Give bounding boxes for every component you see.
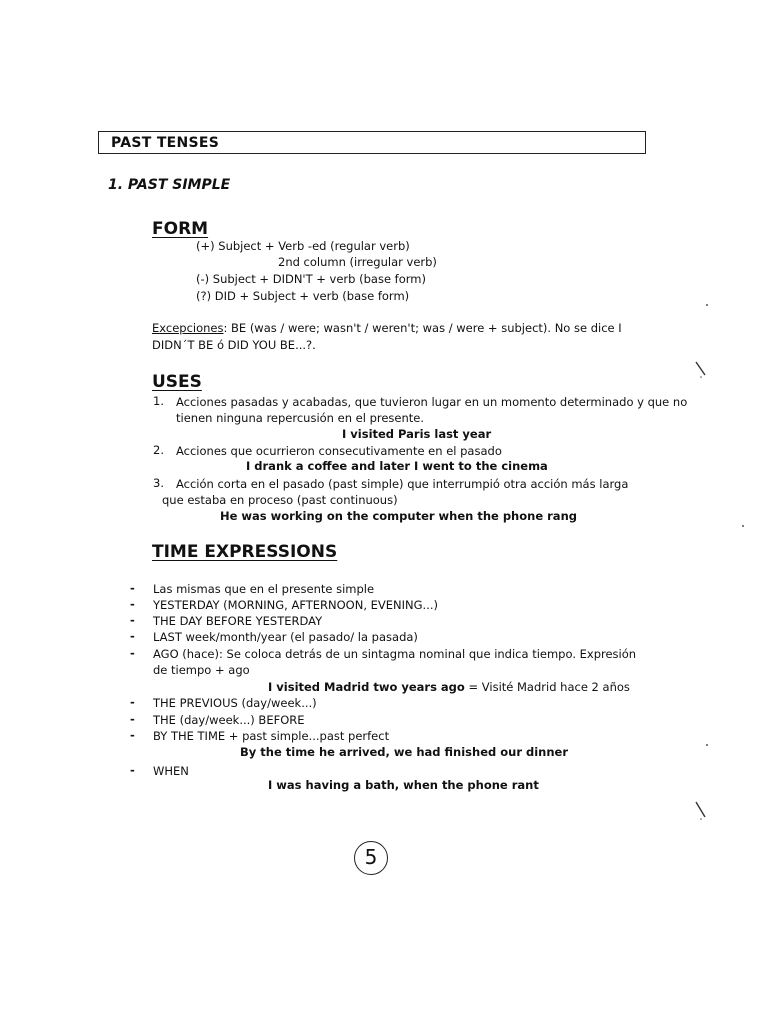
bullet-dash: -	[130, 646, 135, 660]
time-expr-item-6: THE PREVIOUS (day/week...)	[153, 696, 317, 710]
form-heading: FORM	[152, 219, 209, 239]
scan-speck	[706, 304, 708, 306]
bullet-dash: -	[130, 613, 135, 627]
time-expr-item-4: LAST week/month/year (el pasado/ la pasada)	[153, 630, 418, 644]
section-title: 1. PAST SIMPLE	[108, 177, 231, 193]
bullet-dash: -	[130, 629, 135, 643]
use-1-line-1: Acciones pasadas y acabadas, que tuvieron lugar en un momento determinado y que no	[176, 395, 688, 409]
use-3-example: He was working on the computer when the phone rang	[220, 509, 577, 523]
use-1-number: 1.	[153, 394, 164, 408]
use-3-line-2: que estaba en proceso (past continuous)	[162, 493, 398, 507]
bullet-dash: -	[130, 581, 135, 595]
form-line-irregular: 2nd column (irregular verb)	[278, 255, 437, 269]
ago-example-english: I visited Madrid two years ago	[268, 680, 465, 694]
bullet-dash: -	[130, 763, 135, 777]
use-3-line-1: Acción corta en el pasado (past simple) que interrumpió otra acción más larga	[176, 477, 629, 491]
ago-example-translation: = Visité Madrid hace 2 años	[464, 680, 630, 694]
use-2-example: I drank a coffee and later I went to the cinema	[246, 459, 548, 473]
scan-speck	[742, 525, 744, 527]
scan-speck	[706, 744, 708, 746]
use-1-example: I visited Paris last year	[342, 427, 492, 441]
use-2-line-1: Acciones que ocurrieron consecutivamente en el pasado	[176, 444, 502, 458]
page-title: PAST TENSES	[111, 135, 220, 151]
form-line-affirmative: (+) Subject + Verb -ed (regular verb)	[196, 239, 410, 253]
time-expr-item-8: BY THE TIME + past simple...past perfect	[153, 729, 390, 743]
use-2-number: 2.	[153, 443, 164, 457]
bullet-dash: -	[130, 712, 135, 726]
time-expr-item-2: YESTERDAY (MORNING, AFTERNOON, EVENING...)	[153, 598, 438, 612]
exceptions-label: Excepciones	[152, 321, 224, 335]
page-number: 5	[354, 841, 388, 875]
exceptions-line-2: DIDN´T BE ó DID YOU BE...?.	[152, 338, 316, 352]
use-1-line-2: tienen ninguna repercusión en el presente.	[176, 411, 425, 425]
form-line-negative: (-) Subject + DIDN'T + verb (base form)	[196, 272, 426, 286]
by-the-time-example: By the time he arrived, we had finished our dinner	[240, 745, 569, 759]
time-expr-item-9: WHEN	[153, 764, 189, 778]
form-line-question: (?) DID + Subject + verb (base form)	[196, 289, 410, 303]
bullet-dash: -	[130, 597, 135, 611]
exceptions-line-1	[152, 320, 622, 336]
when-example: I was having a bath, when the phone rant	[268, 778, 539, 792]
use-3-number: 3.	[153, 476, 164, 490]
scan-mark-icon	[694, 800, 708, 822]
bullet-dash: -	[130, 695, 135, 709]
time-expr-item-1: Las mismas que en el presente simple	[153, 582, 375, 596]
bullet-dash: -	[130, 728, 135, 742]
time-expr-item-5: AGO (hace): Se coloca detrás de un sintagma nominal que indica tiempo. Expresión	[153, 647, 637, 661]
scan-mark-icon	[694, 360, 708, 380]
time-expr-item-7: THE (day/week...) BEFORE	[153, 713, 305, 727]
time-expr-item-5-line-2: de tiempo + ago	[153, 663, 250, 677]
time-expressions-heading: TIME EXPRESSIONS	[152, 542, 338, 562]
ago-example	[268, 679, 630, 695]
uses-heading: USES	[152, 372, 202, 392]
time-expr-item-3: THE DAY BEFORE YESTERDAY	[153, 614, 323, 628]
exceptions-text: : BE (was / were; wasn't / weren't; was / were + subject). No se dice I	[223, 321, 622, 335]
page-title-box	[98, 131, 646, 154]
